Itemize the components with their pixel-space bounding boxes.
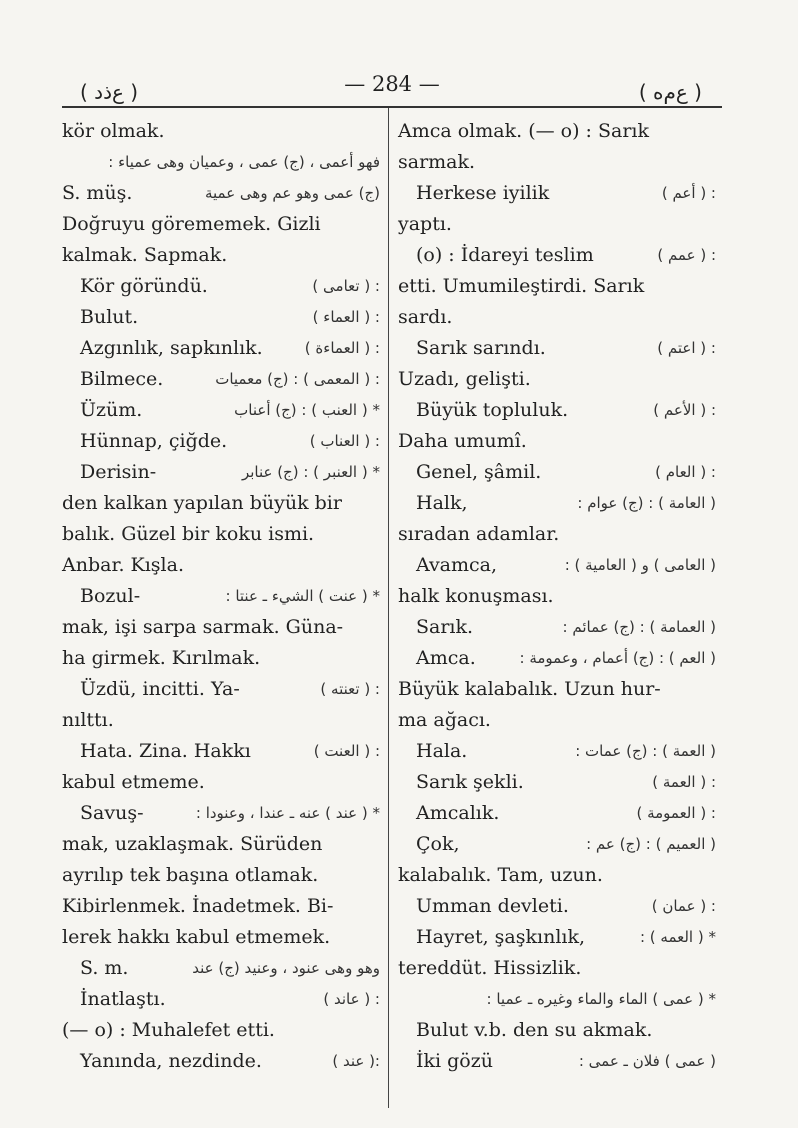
entry-line xyxy=(398,550,716,581)
entry-line xyxy=(62,643,380,674)
arabic-headword: ( العامة ) : (ج) عوام : xyxy=(577,494,716,512)
arabic-headword: : ( تعامى ) xyxy=(312,277,380,295)
entry-text: Herkese iyilik xyxy=(416,182,550,204)
entry-line xyxy=(398,395,716,426)
entry-line xyxy=(62,271,380,302)
arabic-headword: : ( الأعم ) xyxy=(653,401,716,419)
entry-line xyxy=(398,178,716,209)
entry-line xyxy=(62,736,380,767)
entry-line xyxy=(398,426,716,457)
entry-line xyxy=(398,798,716,829)
entry-text: kalmak. Sapmak. xyxy=(62,244,228,266)
entry-line xyxy=(398,705,716,736)
page-number: — 284 — xyxy=(344,72,440,96)
header-right-guide: ( ع‌م‌ه ) xyxy=(638,80,702,104)
entry-text: ma ağacı. xyxy=(398,709,491,731)
arabic-headword: ( العميم ) : (ج) عم : xyxy=(586,835,716,853)
entry-line xyxy=(62,550,380,581)
entry-text: Büyük kalabalık. Uzun hur- xyxy=(398,678,661,700)
entry-line xyxy=(62,178,380,209)
header-left-guide: ( ع‌ذد ) xyxy=(80,80,139,104)
entry-text: den kalkan yapılan büyük bir xyxy=(62,492,342,514)
entry-line xyxy=(398,612,716,643)
entry-line xyxy=(398,674,716,705)
arabic-headword: : ( العماء ) xyxy=(312,308,380,326)
entry-line xyxy=(62,581,380,612)
arabic-headword: ( العمة ) : (ج) عمات : xyxy=(575,742,716,760)
entry-text: Genel, şâmil. xyxy=(416,461,542,483)
entry-line xyxy=(62,209,380,240)
header-rule xyxy=(62,106,722,108)
entry-text: Azgınlık, sapkınlık. xyxy=(80,337,263,359)
column-divider xyxy=(388,108,389,1108)
entry-text: S. müş. xyxy=(62,182,133,204)
entry-text: (— o) : Muhalefet etti. xyxy=(62,1019,275,1041)
entry-line xyxy=(62,860,380,891)
entry-text: S. m. xyxy=(80,957,129,979)
entry-line xyxy=(398,519,716,550)
entry-text: Hünnap, çiğde. xyxy=(80,430,228,452)
arabic-headword: ( العم ) : (ج) أعمام ، وعمومة : xyxy=(519,649,716,667)
entry-line xyxy=(62,1015,380,1046)
entry-text: Üzüm. xyxy=(80,399,143,421)
entry-text: kör olmak. xyxy=(62,120,165,142)
left-column xyxy=(62,116,380,1077)
entry-line xyxy=(398,922,716,953)
entry-line xyxy=(398,147,716,178)
entry-text: etti. Umumileştirdi. Sarık xyxy=(398,275,645,297)
entry-text: Çok, xyxy=(416,833,460,855)
page-header xyxy=(62,72,722,104)
entry-line xyxy=(398,302,716,333)
entry-line xyxy=(62,426,380,457)
entry-line xyxy=(398,116,716,147)
entry-text: Sarık sarındı. xyxy=(416,337,546,359)
entry-text: mak, işi sarpa sarmak. Güna- xyxy=(62,616,344,638)
arabic-headword: (ج) عمى وهو عم وهى عمية xyxy=(204,184,380,202)
arabic-headword: فهو أعمى ، (ج) عمى ، وعميان وهى عمياء : xyxy=(108,153,380,171)
entry-text: kabul etmeme. xyxy=(62,771,205,793)
entry-line xyxy=(62,922,380,953)
entry-line xyxy=(62,674,380,705)
entry-text: kalabalık. Tam, uzun. xyxy=(398,864,603,886)
arabic-headword: ( العامى ) و ( العامية ) : xyxy=(564,556,716,574)
arabic-headword: :( عند ) xyxy=(332,1052,380,1070)
arabic-headword: ( العمامة ) : (ج) عمائم : xyxy=(562,618,716,636)
arabic-headword: : ( العنت ) xyxy=(313,742,380,760)
entry-text: (o) : İdareyi teslim xyxy=(416,244,594,266)
entry-line xyxy=(398,457,716,488)
entry-text: Amca olmak. (— o) : Sarık xyxy=(398,120,649,142)
arabic-headword: : ( العماءة ) xyxy=(304,339,380,357)
entry-text: nılttı. xyxy=(62,709,114,731)
entry-line xyxy=(62,116,380,147)
arabic-headword: * ( العنبر ) : (ج) عنابر xyxy=(241,463,380,481)
entry-text: Avamca, xyxy=(416,554,498,576)
entry-line xyxy=(62,767,380,798)
entry-line xyxy=(62,705,380,736)
entry-text: Doğruyu görememek. Gizli xyxy=(62,213,321,235)
arabic-headword: وهو وهى عنود ، وعنيد (ج) عند xyxy=(192,959,380,977)
entry-line xyxy=(62,519,380,550)
arabic-headword: ( عمى ) فلان ـ عمى : xyxy=(578,1052,716,1070)
entry-line xyxy=(398,271,716,302)
arabic-headword: : ( أعم ) xyxy=(661,184,716,202)
entry-line xyxy=(62,395,380,426)
entry-line xyxy=(398,829,716,860)
entry-text: yaptı. xyxy=(398,213,452,235)
entry-line xyxy=(398,953,716,984)
arabic-headword: : ( العناب ) xyxy=(309,432,380,450)
entry-line xyxy=(398,240,716,271)
entry-line xyxy=(62,457,380,488)
arabic-headword: * ( عند ) عنه ـ عندا ، وعنودا : xyxy=(195,804,380,822)
entry-text: Bulut v.b. den su akmak. xyxy=(416,1019,653,1041)
arabic-headword: * ( عنت ) الشيء ـ عنتا : xyxy=(225,587,380,605)
entry-text: balık. Güzel bir koku ismi. xyxy=(62,523,315,545)
entry-line xyxy=(62,1046,380,1077)
entry-line xyxy=(62,891,380,922)
entry-text: mak, uzaklaşmak. Sürüden xyxy=(62,833,323,855)
entry-line xyxy=(62,798,380,829)
arabic-headword: : ( عاند ) xyxy=(323,990,380,1008)
entry-line xyxy=(398,767,716,798)
entry-text: lerek hakkı kabul etmemek. xyxy=(62,926,331,948)
entry-text: Sarık şekli. xyxy=(416,771,524,793)
arabic-headword: * ( العمه ) : xyxy=(639,928,716,946)
entry-text: Derisin- xyxy=(80,461,157,483)
entry-line xyxy=(62,612,380,643)
entry-text: sardı. xyxy=(398,306,453,328)
entry-line xyxy=(398,581,716,612)
entry-line xyxy=(398,209,716,240)
entry-line xyxy=(62,953,380,984)
entry-text: tereddüt. Hissizlik. xyxy=(398,957,582,979)
entry-text: Umman devleti. xyxy=(416,895,569,917)
entry-text: Hala. xyxy=(416,740,468,762)
entry-text: İki gözü xyxy=(416,1050,493,1072)
arabic-headword: * ( عمى ) الماء والماء وغيره ـ عميا : xyxy=(486,990,716,1008)
entry-text: halk konuşması. xyxy=(398,585,554,607)
entry-text: Yanında, nezdinde. xyxy=(80,1050,262,1072)
entry-line xyxy=(398,333,716,364)
entry-text: Bulut. xyxy=(80,306,139,328)
entry-line xyxy=(62,984,380,1015)
entry-text: Anbar. Kışla. xyxy=(62,554,184,576)
entry-text: Uzadı, gelişti. xyxy=(398,368,531,390)
entry-line xyxy=(398,488,716,519)
entry-text: Daha umumî. xyxy=(398,430,527,452)
arabic-headword: * ( العنب ) : (ج) أعناب xyxy=(234,401,380,419)
entry-text: Kibirlenmek. İnadetmek. Bi- xyxy=(62,895,334,917)
arabic-headword: : ( العام ) xyxy=(655,463,716,481)
entry-text: ayrılıp tek başına otlamak. xyxy=(62,864,319,886)
entry-line xyxy=(62,333,380,364)
entry-text: sıradan adamlar. xyxy=(398,523,560,545)
arabic-headword: : ( تعنته ) xyxy=(320,680,380,698)
entry-text: Halk, xyxy=(416,492,468,514)
entry-text: Hata. Zina. Hakkı xyxy=(80,740,251,762)
entry-line xyxy=(398,1015,716,1046)
entry-text: Sarık. xyxy=(416,616,474,638)
entry-line xyxy=(398,1046,716,1077)
arabic-headword: : ( عمم ) xyxy=(657,246,716,264)
entry-line xyxy=(398,364,716,395)
entry-text: Bozul- xyxy=(80,585,141,607)
entry-line xyxy=(398,891,716,922)
entry-line xyxy=(62,147,380,178)
entry-text: sarmak. xyxy=(398,151,476,173)
entry-text: Kör göründü. xyxy=(80,275,208,297)
entry-line xyxy=(62,488,380,519)
entry-text: Hayret, şaşkınlık, xyxy=(416,926,586,948)
entry-line xyxy=(398,984,716,1015)
arabic-headword: : ( اعتم ) xyxy=(657,339,716,357)
entry-text: Büyük topluluk. xyxy=(416,399,569,421)
arabic-headword: : ( العمة ) xyxy=(652,773,716,791)
entry-text: ha girmek. Kırılmak. xyxy=(62,647,261,669)
arabic-headword: : ( عمان ) xyxy=(651,897,716,915)
entry-text: İnatlaştı. xyxy=(80,988,166,1010)
entry-text: Bilmece. xyxy=(80,368,164,390)
entry-text: Savuş- xyxy=(80,802,144,824)
entry-line xyxy=(62,364,380,395)
arabic-headword: : ( العمومة ) xyxy=(636,804,716,822)
entry-text: Amcalık. xyxy=(416,802,500,824)
entry-line xyxy=(398,860,716,891)
entry-text: Üzdü, incitti. Ya- xyxy=(80,678,240,700)
right-column xyxy=(398,116,716,1077)
entry-line xyxy=(62,302,380,333)
entry-line xyxy=(62,829,380,860)
entry-line xyxy=(398,643,716,674)
arabic-headword: : ( المعمى ) : (ج) معميات xyxy=(215,370,380,388)
entry-line xyxy=(62,240,380,271)
entry-line xyxy=(398,736,716,767)
entry-text: Amca. xyxy=(416,647,476,669)
